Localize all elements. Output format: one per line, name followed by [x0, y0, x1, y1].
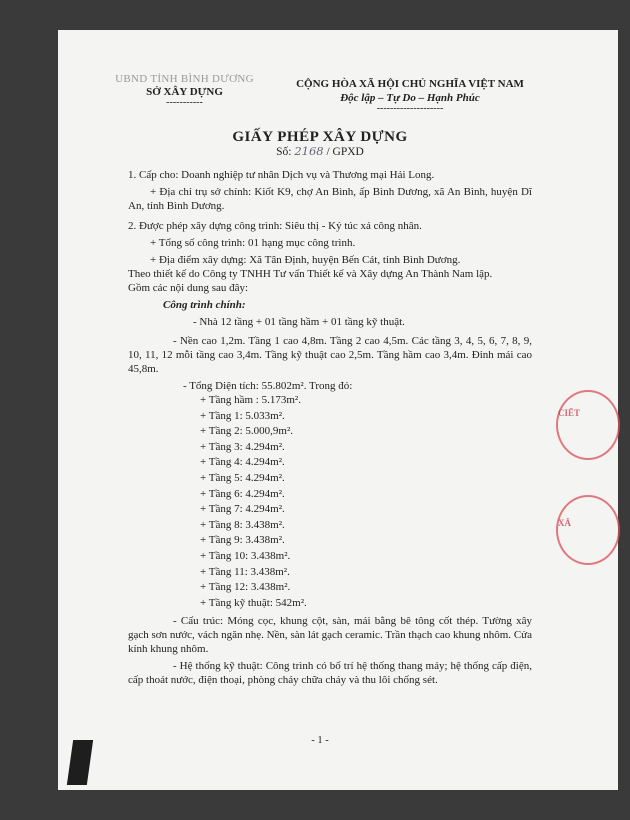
area-item: + Tầng hầm : 5.173m². — [200, 394, 301, 406]
motto-rule: -------------------- — [376, 103, 444, 114]
section-2-line-1: 2. Được phép xây dựng công trình: Siêu thị - Ký túc xá công nhân. — [128, 220, 422, 232]
area-item: + Tầng 12: 3.438m². — [200, 581, 291, 594]
nation-name: CỘNG HÒA XÃ HỘI CHỦ NGHĨA VIỆT NAM — [296, 78, 524, 90]
area-item: + Tầng 9: 3.438m². — [200, 534, 285, 547]
area-item: + Tầng 10: 3.438m². — [200, 549, 291, 562]
main-works-systems: - Hệ thống kỹ thuật: Công trình có bố trí hệ thống thang máy; hệ thống cấp điện, cấp thoát nước, điện thoại, phòng cháy chữa cháy và thu lôi chống sét. — [128, 660, 532, 687]
section-2-contents-intro: Gồm các nội dung sau đây: — [128, 282, 249, 294]
issuing-authority — [112, 73, 257, 107]
area-item: + Tầng kỹ thuật: 542m². — [200, 596, 307, 609]
page-number: - 1 - — [311, 735, 329, 746]
document-body — [128, 168, 532, 687]
area-item: + Tầng 8: 3.438m². — [200, 518, 285, 531]
red-stamp-fragment — [548, 390, 588, 560]
section-1-address: + Địa chỉ trụ sở chính: Kiốt K9, chợ An Bình, ấp Bình Dương, xã An Bình, huyện Dĩ An, tỉnh Bình Dương. — [128, 186, 532, 212]
authority-rule: ----------- — [166, 97, 203, 108]
stamp-text-top: CIẾT — [558, 408, 581, 418]
area-item: + Tầng 6: 4.294m². — [200, 487, 285, 500]
national-motto: Độc lập – Tự Do – Hạnh Phúc — [340, 92, 480, 104]
handwritten-number: 2168 — [294, 144, 324, 158]
area-item: + Tầng 4: 4.294m². — [200, 456, 285, 469]
main-works-area-total: - Tổng Diện tích: 55.802m². Trong đó: — [183, 380, 353, 392]
main-works-heading: Công trình chính: — [163, 299, 246, 311]
national-heading — [275, 77, 545, 113]
main-works-heights: - Nền cao 1,2m. Tầng 1 cao 4,8m. Tầng 2 cao 4,5m. Các tầng 3, 4, 5, 6, 7, 8, 9, 10, 11, 12 mỗi tầng cao 3,4m. Tầng kỹ thuật cao 2,5m. Tầng hầm cao 3,4m. Đỉnh mái cao 45,8m. — [128, 335, 532, 375]
stamp-text-bottom: XÂ — [558, 518, 571, 528]
area-item: + Tầng 2: 5.000,9m². — [200, 425, 294, 438]
area-item: + Tầng 11: 3.438m². — [200, 565, 290, 578]
area-item: + Tầng 1: 5.033m². — [200, 409, 285, 422]
number-prefix: Số: — [276, 146, 292, 158]
document-title: GIẤY PHÉP XÂY DỰNG — [232, 129, 408, 145]
section-1-line-1: 1. Cấp cho: Doanh nghiệp tư nhân Dịch vụ và Thương mại Hải Long. — [128, 169, 435, 181]
area-list — [128, 393, 532, 611]
authority-line-1: UBND TỈNH BÌNH DƯƠNG — [115, 73, 254, 85]
authority-line-2: SỞ XÂY DỰNG — [146, 86, 223, 98]
section-2-total-works: + Tổng số công trình: 01 hạng mục công trình. — [150, 237, 356, 249]
section-2-location: + Địa điểm xây dựng: Xã Tân Định, huyện Bến Cát, tỉnh Bình Dương. — [150, 254, 461, 266]
stamp-ring-bottom — [556, 495, 620, 565]
number-suffix: / GPXD — [326, 146, 364, 158]
document-number — [150, 144, 490, 158]
section-2-designer: Theo thiết kế do Công ty TNHH Tư vấn Thiết kế và Xây dựng An Thành Nam lập. — [128, 268, 493, 280]
main-works-floors: - Nhà 12 tầng + 01 tầng hầm + 01 tầng kỹ thuật. — [193, 316, 405, 328]
area-item: + Tầng 7: 4.294m². — [200, 503, 285, 516]
main-works-structure: - Cấu trúc: Móng cọc, khung cột, sàn, mái bằng bê tông cốt thép. Tường xây gạch sơn nước, vách ngăn nhẹ. Nền, sàn lát gạch ceramic. Trần thạch cao khung nhôm. Cửa kính khung nhôm. — [128, 615, 532, 656]
stamp-ring-top — [556, 390, 620, 460]
area-item: + Tầng 3: 4.294m². — [200, 440, 285, 453]
area-item: + Tầng 5: 4.294m². — [200, 471, 285, 484]
